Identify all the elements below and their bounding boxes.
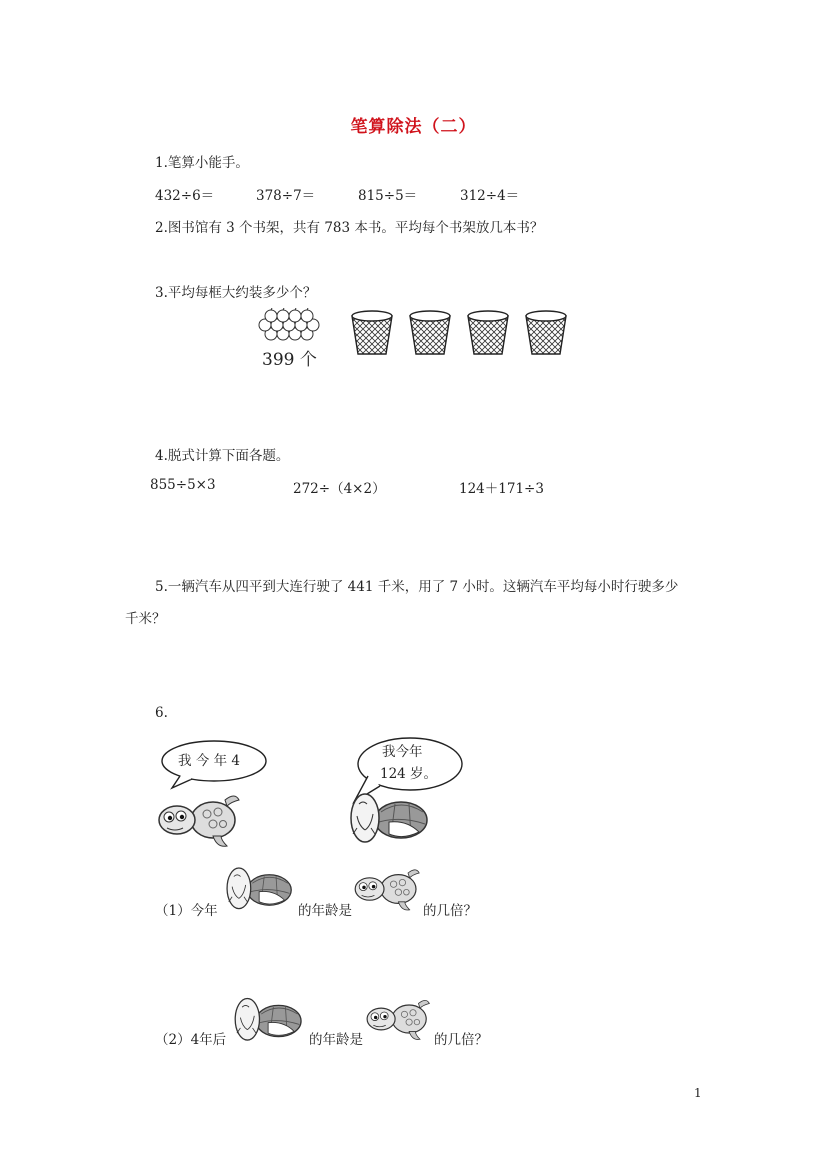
old-turtle-icon [345,790,435,850]
small-turtle-icon [352,864,424,914]
basket-icon [352,311,392,354]
question-5-line1: 5.一辆汽车从四平到大连行驶了 441 千米，用了 7 小时。这辆汽车平均每小时行驶多少 [155,579,679,595]
sub2-suffix: 的几倍？ [434,1032,488,1048]
question-4-label: 4.脱式计算下面各题。 [155,448,290,464]
q1-item: 815÷5＝ [358,188,418,204]
question-5-line2: 千米？ [125,611,166,627]
apple-pile-icon [255,308,321,342]
bubble-right-line2: 124 岁。 [380,766,438,782]
q1-item: 432÷6＝ [155,188,215,204]
basket-group [348,308,580,358]
q4-item: 272÷（4×2） [293,481,386,497]
apple-count: 399 个 [262,350,317,370]
basket-icon [410,311,450,354]
q4-item: 124＋171÷3 [459,481,544,497]
page-title: 笔算除法（二） [350,117,477,137]
bubble-left-text: 我 今 年 4 [178,753,240,769]
question-1-label: 1.笔算小能手。 [155,155,249,171]
sub2-mid: 的年龄是 [309,1032,363,1048]
sub1-prefix: （1）今年 [155,903,218,919]
question-6-label: 6. [155,705,168,721]
bubble-right-line1: 我今年 [382,744,423,760]
basket-icon [526,311,566,354]
question-2-label: 2.图书馆有 3 个书架，共有 783 本书。平均每个书架放几本书？ [155,220,544,236]
q1-item: 312÷4＝ [460,188,520,204]
sub1-mid: 的年龄是 [298,903,352,919]
old-turtle-icon [230,994,308,1048]
q1-item: 378÷7＝ [256,188,316,204]
question-3-label: 3.平均每框大约装多少个？ [155,285,317,301]
small-turtle-icon [155,790,245,850]
q4-item: 855÷5×3 [150,477,216,493]
old-turtle-icon [222,864,298,916]
page-number: 1 [694,1086,702,1100]
sub1-suffix: 的几倍？ [423,903,477,919]
small-turtle-icon [364,994,434,1044]
basket-icon [468,311,508,354]
sub2-prefix: （2）4年后 [155,1032,227,1048]
